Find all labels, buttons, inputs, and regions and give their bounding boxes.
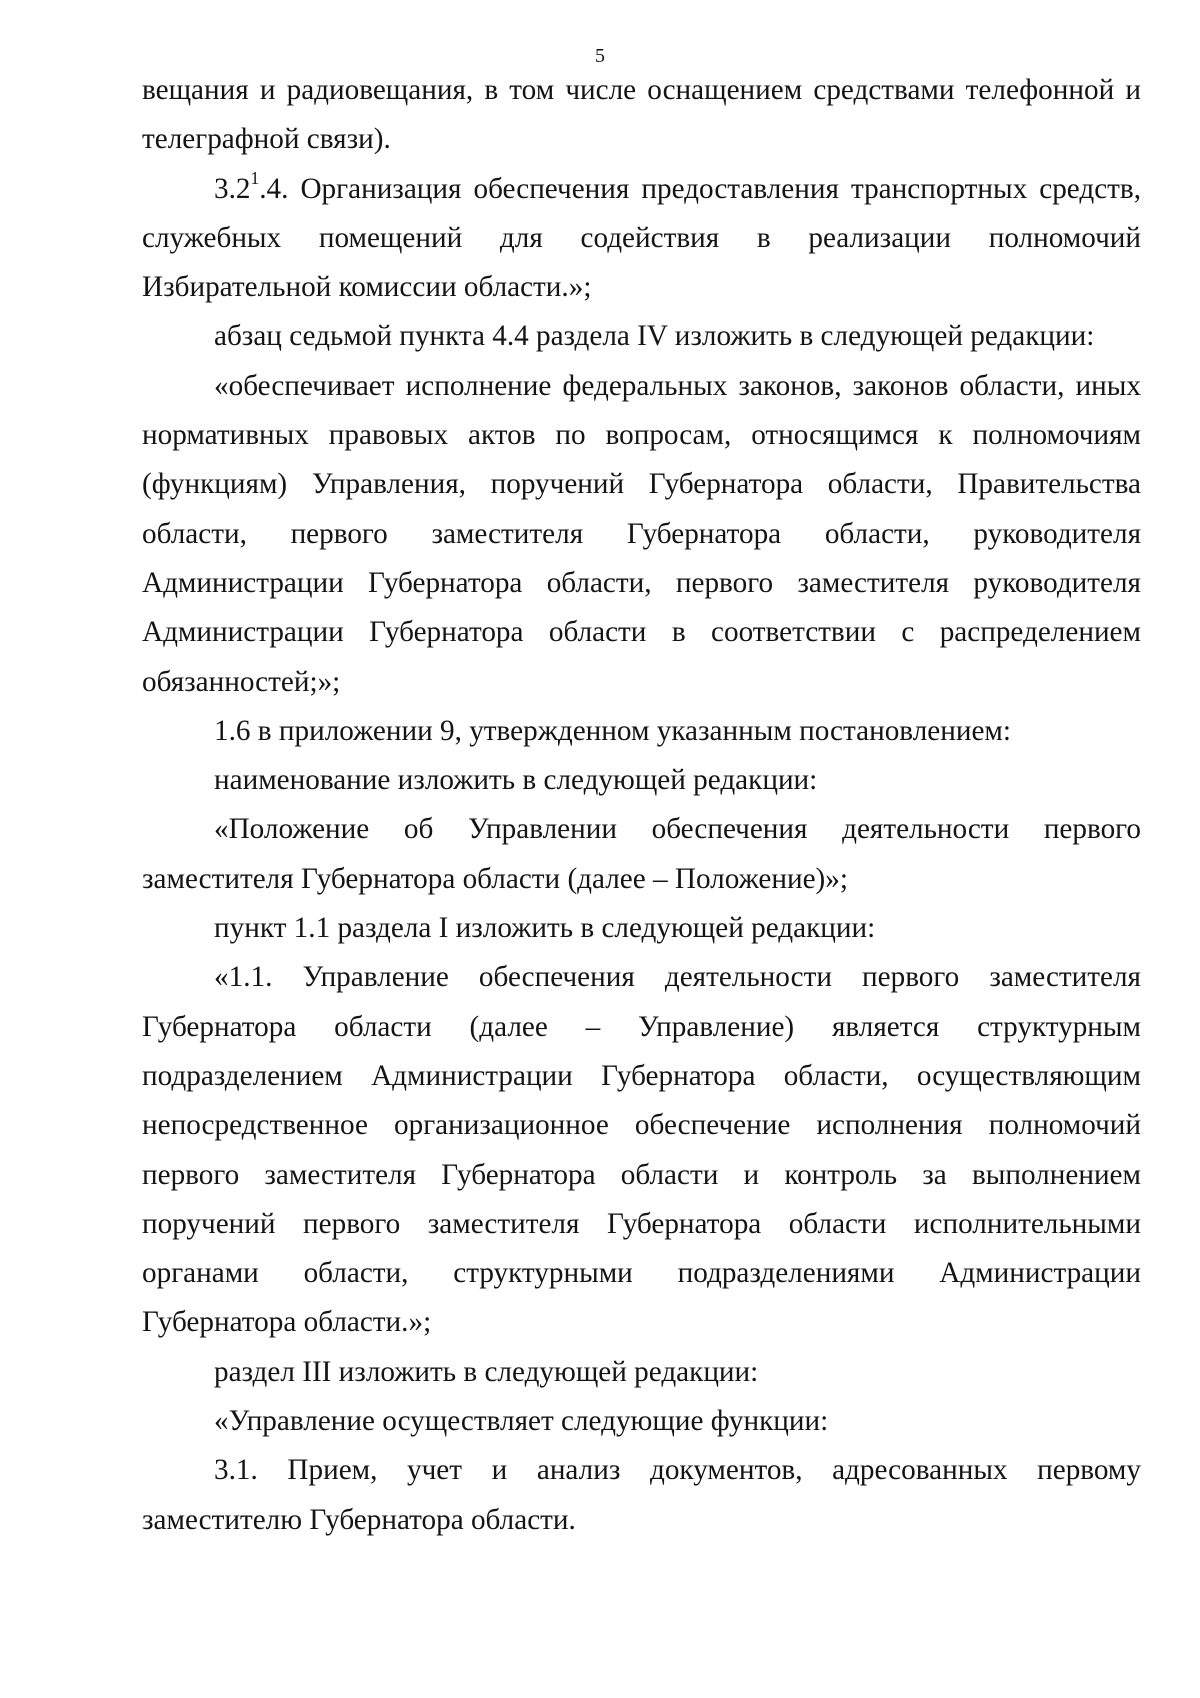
- paragraph-clause-3-2-1-4: [142, 165, 1141, 313]
- paragraph-functions-intro: «Управление осуществляет следующие функции:: [214, 1405, 829, 1438]
- paragraph-item-1-6: 1.6 в приложении 9, утвержденном указанным постановлением:: [214, 714, 1011, 747]
- paragraph-amendment-4-4: абзац седьмой пункта 4.4 раздела IV изложить в следующей редакции:: [214, 320, 1095, 353]
- paragraph-quoted-duties: «обеспечивает исполнение федеральных законов, законов области, иных нормативных правовых актов по вопросам, относящимся к полномочиям (функциям) Управления, поручений Губернатора области, Правительства области, первого заместителя Губернатора области, руководителя Администрации Губернатора области, первого заместителя руководителя Администрации Губернатора области в соответствии с распределением обязанностей;»;: [142, 369, 1141, 698]
- paragraph-name-amendment: наименование изложить в следующей редакции:: [214, 764, 818, 797]
- paragraph-broadcasting-continuation: вещания и радиовещания, в том числе оснащением средствами телефонной и телеграфной связи).: [142, 74, 1141, 156]
- paragraph-regulation-title: «Положение об Управлении обеспечения деятельности первого заместителя Губернатора области (далее – Положение)»;: [142, 813, 1141, 895]
- clause-number: 3.2: [214, 172, 251, 205]
- paragraph-item-1-1-text: «1.1. Управление обеспечения деятельности первого заместителя Губернатора области (далее – Управление) является структурным подразделением Администрации Губернатора области, осуществляющим непосредственное организационное обеспечение исполнения полномочий первого заместителя Губернатора области и контроль за выполнением поручений первого заместителя Губернатора области исполнительными органами области, структурными подразделениями Администрации Губернатора области.»;: [142, 961, 1141, 1339]
- page-number: 5: [595, 45, 605, 67]
- clause-superscript: 1: [250, 168, 260, 189]
- clause-text: .4. Организация обеспечения предоставления транспортных средств, служебных помещений для содействия в реализации полномочий Избирательной комиссии области.»;: [142, 172, 1141, 304]
- paragraph-section-3-amendment: раздел III изложить в следующей редакции:: [214, 1355, 759, 1388]
- document-body: [142, 66, 1141, 1545]
- paragraph-item-3-1: 3.1. Прием, учет и анализ документов, адресованных первому заместителю Губернатора области.: [142, 1454, 1141, 1536]
- paragraph-item-1-1-amendment: пункт 1.1 раздела I изложить в следующей редакции:: [214, 912, 876, 945]
